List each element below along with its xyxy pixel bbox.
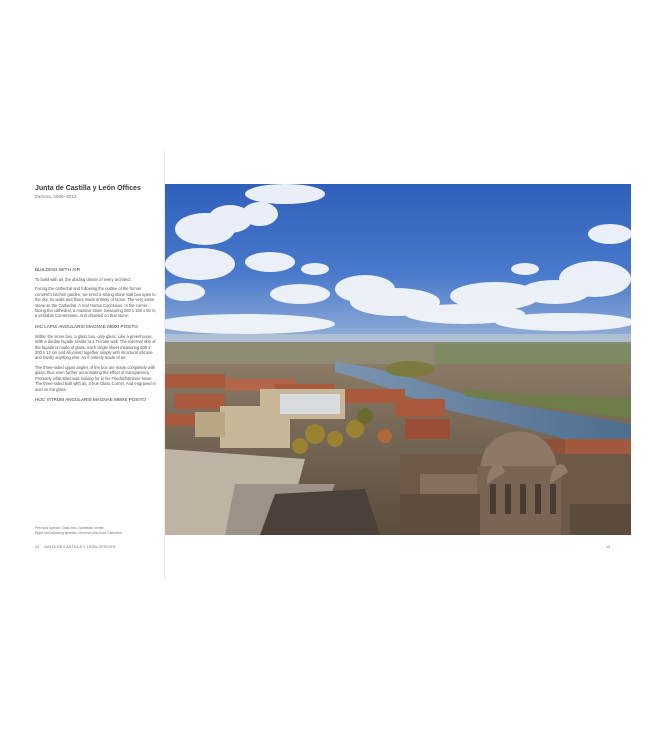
- aerial-city-photo: [165, 184, 631, 535]
- spacer: [35, 200, 158, 266]
- left-text-column: [35, 184, 158, 403]
- inscription-2: HOC VITRUM ANGULARIS MAGNAE MMXII POSITO: [35, 396, 146, 402]
- caption-line-2: Right and following spreads: General view from Cathedral.: [35, 530, 123, 535]
- photo-illustration: [165, 184, 631, 535]
- project-subtitle: Zamora, 2006–2012: [35, 194, 77, 199]
- body-paragraph-3: Within the stone box, a glass box, only glass. Like a greenhouse. With a double façade similar to a Trombe wall. The external skin of the façade is made of glass, each single sheet measuring 600 x 300 x 12 cm and all joined together simply with structural silicone and hardly anything else. As if entirely made of air.: [35, 333, 156, 361]
- caption-line-1: Previous spread: Glass box. Northeast corner.: [35, 526, 105, 530]
- body-paragraph-2: Facing the cathedral and following the outline of the former convent's kitchen garden, we erect a strong stone wall box open to the sky. Its walls and floors made entirely of stone. The very same stone as the Cathedral. A real Hortus Conclusus. In the corner facing the cathedral, a massive stone measuring 250 x 150 x 50 m, a veritable Cornerstone. And chiseled on that stone:: [35, 286, 157, 319]
- left-page-number: 12: [35, 545, 40, 549]
- right-page-number: 13: [606, 545, 610, 549]
- inscription-1: HIC LAPIS ANGULARIS MAGNAE MMXI POSITO: [35, 323, 138, 329]
- footer-left: [35, 545, 116, 549]
- body-paragraph-4: The three-sided upper angles of the box are made completely with glass, thus even further accentuating the effect of transparency. Precisely what Mies was looking for in his Friedrichstrasse tower. The three-sided built with air, a true Glass Corner. And engraved in acid on the glass:: [35, 364, 156, 392]
- project-title: Junta de Castilla y León Offices: [35, 185, 141, 192]
- running-head: JUNTA DE CASTILLA Y LEÓN OFFICES: [43, 545, 116, 549]
- section-heading: BUILDING WITH AIR: [35, 267, 81, 272]
- photo-captions: [35, 526, 160, 536]
- body-paragraph-1: To build with air, the abiding dream of every architect.: [35, 277, 132, 282]
